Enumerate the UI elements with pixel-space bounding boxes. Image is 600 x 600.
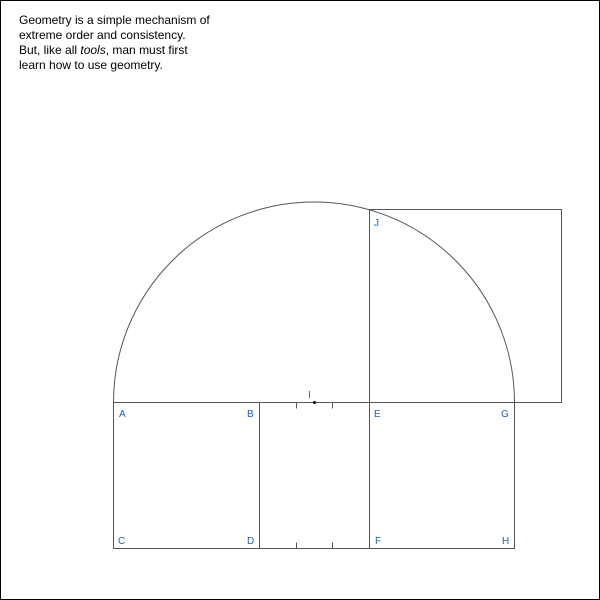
- center-point-i: [313, 401, 316, 404]
- caption-line-3-start: But, like all: [19, 43, 81, 57]
- caption-line-3-end: , man must first: [105, 43, 188, 57]
- square-j: [370, 210, 562, 403]
- caption-line-4: learn how to use geometry.: [19, 58, 163, 72]
- geometry-diagram: [1, 1, 599, 599]
- label-a: A: [119, 409, 126, 420]
- semicircle-arc: [114, 202, 515, 402]
- label-h: H: [502, 536, 510, 547]
- label-c: C: [118, 536, 126, 547]
- label-g: G: [501, 409, 509, 420]
- label-e: E: [374, 409, 381, 420]
- label-b: B: [247, 409, 254, 420]
- label-f: F: [375, 536, 382, 547]
- label-j: J: [374, 218, 379, 229]
- caption-line-3-italic: tools: [80, 43, 106, 57]
- caption-line-2: extreme order and consistency.: [19, 28, 186, 42]
- caption-line-1: Geometry is a simple mechanism of: [19, 13, 210, 27]
- label-i: I: [308, 390, 311, 401]
- outer-rectangle: [114, 403, 515, 549]
- label-d: D: [247, 536, 255, 547]
